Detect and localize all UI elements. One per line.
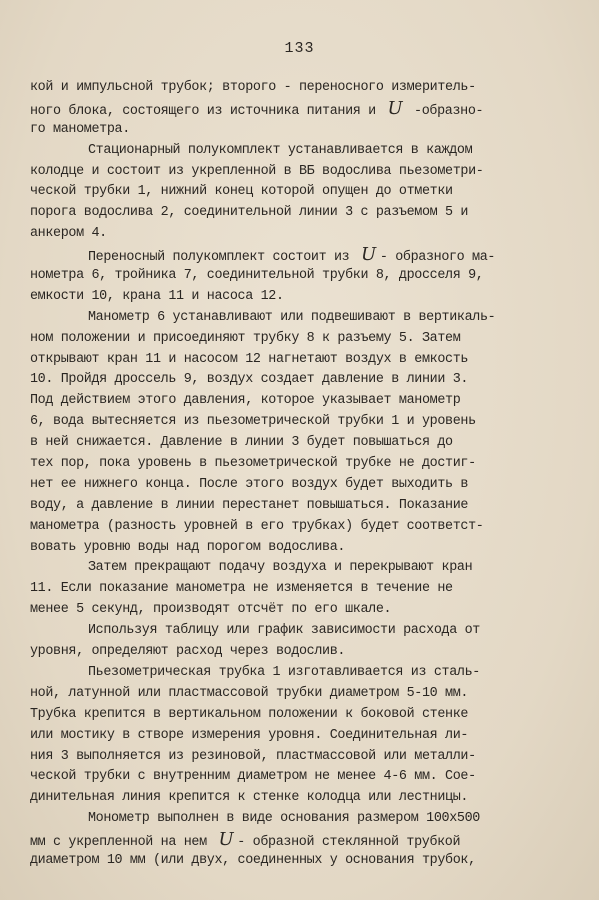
- line-text: Переносный полукомплект состоит из: [88, 250, 357, 266]
- line-text: менее 5 секунд, производят отсчёт по его шкале.: [30, 602, 392, 618]
- line-text: колодце и состоит из укрепленной в ВБ водослива пьезометри-: [30, 163, 484, 179]
- line-text-after: - образной стеклянной трубкой: [237, 835, 461, 851]
- line-text: Монометр выполнен в виде основания размером 100х500: [88, 811, 480, 827]
- line-text: вовать уровню воды над порогом водослива.: [30, 539, 346, 555]
- line-text: воду, а давление в линии перестанет повышаться. Показание: [30, 497, 469, 513]
- page-number: 133: [284, 40, 315, 57]
- line-text: ческой трубки с внутренним диаметром не менее 4-6 мм. Сое-: [30, 769, 476, 785]
- text-line: [30, 538, 575, 559]
- text-line: [30, 851, 575, 872]
- text-line: [30, 141, 575, 162]
- line-text: Стационарный полукомплект устанавливается в каждом: [88, 142, 473, 158]
- line-text: ной, латунной или пластмассовой трубки диаметром 5-10 мм.: [30, 685, 469, 701]
- line-text: порога водослива 2, соединительной линии 3 с разъемом 5 и: [30, 205, 469, 221]
- line-text-after: - образного ма-: [379, 250, 496, 266]
- line-text: диаметром 10 мм (или двух, соединенных у основания трубок,: [30, 852, 476, 868]
- line-text: 10. Пройдя дроссель 9, воздух создает давление в линии 3.: [30, 372, 469, 388]
- line-text: открывают кран 11 и насосом 12 нагнетают воздух в емкость: [30, 351, 469, 367]
- line-text: го манометра.: [30, 121, 130, 137]
- text-line: [30, 370, 575, 391]
- line-text: кой и импульсной трубок; второго - переносного измеритель-: [30, 80, 476, 95]
- line-text: ном положении и присоединяют трубку 8 к разъему 5. Затем: [30, 330, 461, 346]
- text-line: [30, 767, 575, 788]
- text-line: [30, 391, 575, 412]
- body-text: [30, 78, 575, 872]
- text-line: [30, 308, 575, 329]
- text-line: [30, 454, 575, 475]
- text-line: [30, 433, 575, 454]
- text-line: [30, 266, 575, 287]
- u-tube-symbol: U: [218, 829, 234, 851]
- line-text: Пьезометрическая трубка 1 изготавливается из сталь-: [88, 664, 480, 680]
- text-line: [30, 99, 575, 120]
- text-line: [30, 705, 575, 726]
- text-line: [30, 182, 575, 203]
- line-text: Используя таблицу или график зависимости расхода от: [88, 623, 480, 639]
- line-text: Манометр 6 устанавливают или подвешивают в вертикаль-: [88, 309, 496, 325]
- line-text: уровня, определяют расход через водослив.: [30, 644, 346, 660]
- line-text: в ней снижается. Давление в линии 3 будет повышаться до: [30, 435, 453, 451]
- line-text: Затем прекращают подачу воздуха и перекрывают кран: [88, 560, 473, 576]
- text-line: [30, 579, 575, 600]
- text-line: [30, 245, 575, 266]
- line-text: мм с укрепленной на нем: [30, 835, 215, 851]
- text-line: [30, 287, 575, 308]
- text-line: [30, 621, 575, 642]
- line-text-after: -образно-: [406, 103, 484, 119]
- line-text: емкости 10, крана 11 и насоса 12.: [30, 288, 284, 304]
- text-line: [30, 663, 575, 684]
- text-line: [30, 558, 575, 579]
- text-line: [30, 78, 575, 99]
- text-line: [30, 642, 575, 663]
- line-text: нет ее нижнего конца. После этого воздух будет выходить в: [30, 476, 469, 492]
- text-line: [30, 726, 575, 747]
- text-line: [30, 475, 575, 496]
- line-text: ного блока, состоящего из источника питания и: [30, 103, 384, 119]
- text-line: [30, 203, 575, 224]
- text-line: [30, 496, 575, 517]
- text-line: [30, 684, 575, 705]
- line-text: Под действием этого давления, которое указывает манометр: [30, 393, 461, 409]
- text-line: [30, 162, 575, 183]
- line-text: тех пор, пока уровень в пьезометрической трубке не достиг-: [30, 456, 476, 472]
- line-text: или мостику в створе измерения уровня. Соединительная ли-: [30, 727, 469, 743]
- text-line: [30, 747, 575, 768]
- text-line: [30, 224, 575, 245]
- text-line: [30, 809, 575, 830]
- line-text: ческой трубки 1, нижний конец которой опущен до отметки: [30, 184, 453, 200]
- line-text: Трубка крепится в вертикальном положении к боковой стенке: [30, 706, 469, 722]
- line-text: динительная линия крепится к стенке колодца или лестницы.: [30, 790, 469, 806]
- text-line: [30, 517, 575, 538]
- text-line: [30, 830, 575, 851]
- text-line: [30, 350, 575, 371]
- line-text: ния 3 выполняется из резиновой, пластмассовой или металли-: [30, 748, 476, 764]
- line-text: 11. Если показание манометра не изменяется в течение не: [30, 581, 453, 597]
- text-line: [30, 412, 575, 433]
- u-tube-symbol: U: [361, 244, 376, 266]
- line-text: нометра 6, тройника 7, соединительной трубки 8, дросселя 9,: [30, 268, 484, 284]
- line-text: 6, вода вытесняется из пьезометрической трубки 1 и уровень: [30, 414, 476, 430]
- text-line: [30, 120, 575, 141]
- text-line: [30, 329, 575, 350]
- line-text: анкером 4.: [30, 226, 107, 242]
- text-line: [30, 600, 575, 621]
- u-tube-symbol: U: [387, 97, 403, 119]
- text-line: [30, 788, 575, 809]
- line-text: манометра (разность уровней в его трубках) будет соответст-: [30, 518, 484, 534]
